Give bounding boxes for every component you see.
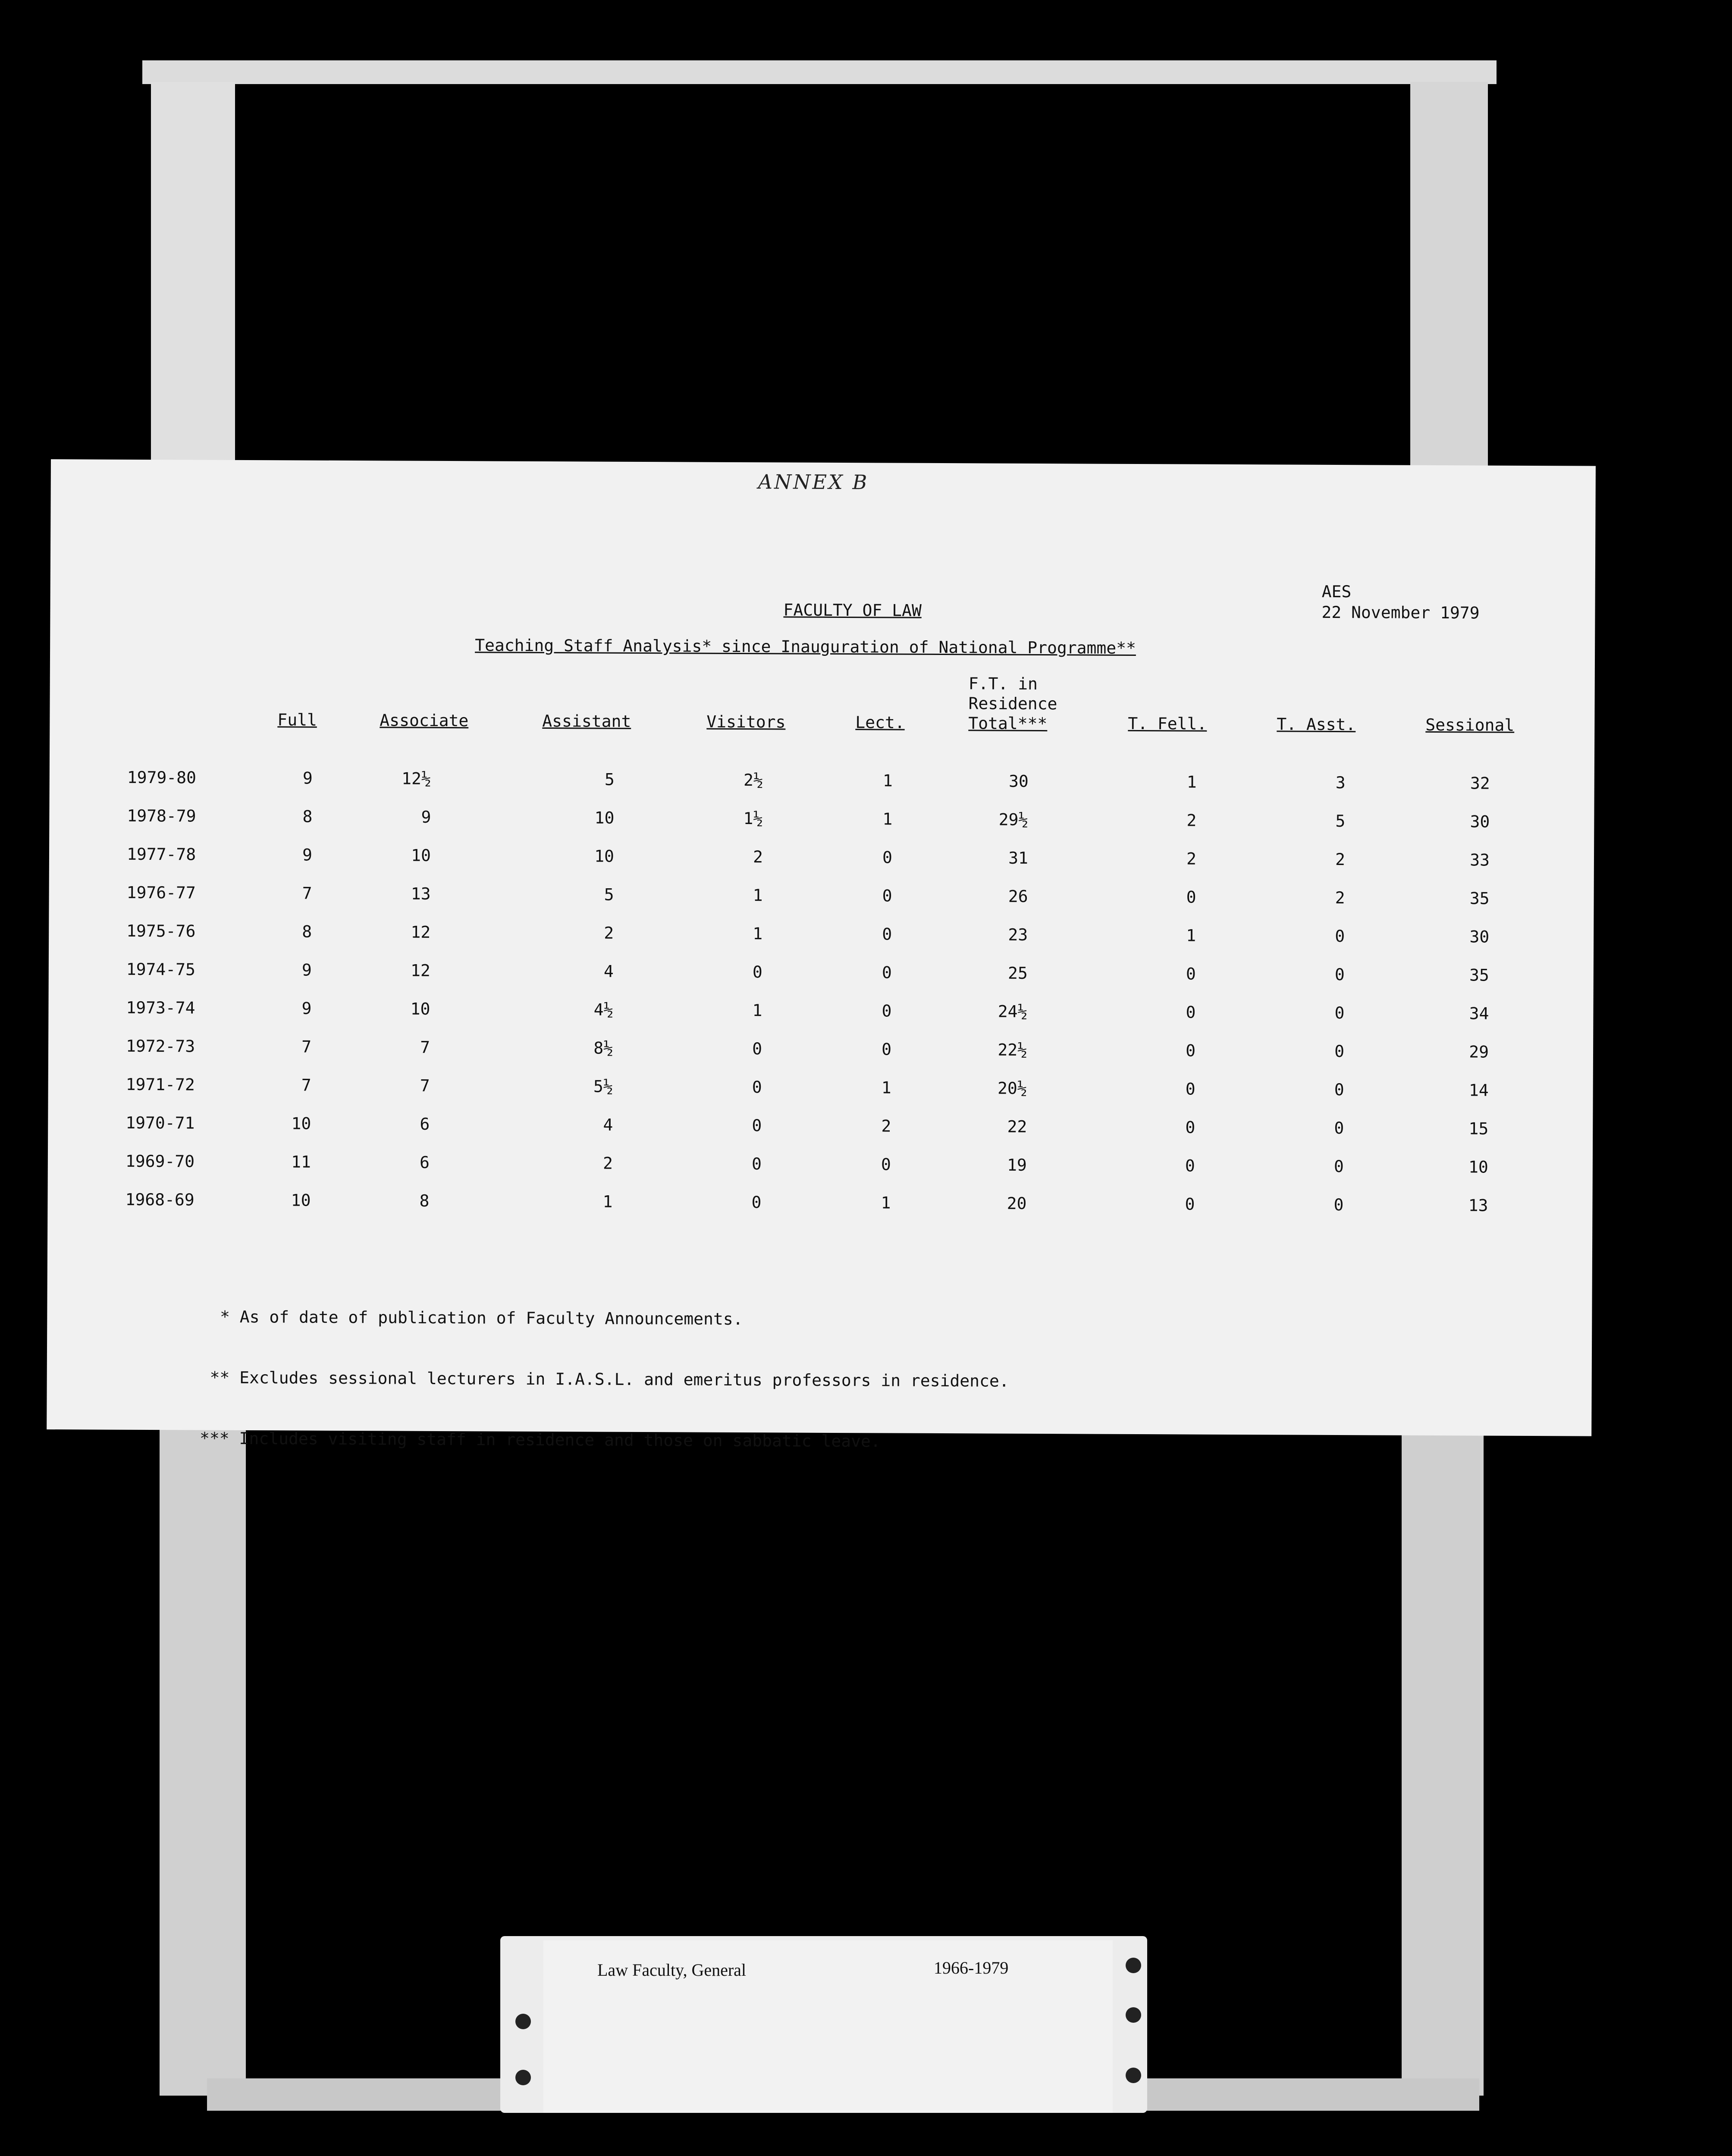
table-cell: 1 [752, 1001, 762, 1020]
table-cell: 1½ [743, 809, 763, 828]
table-cell: 10 [291, 1191, 311, 1210]
table-cell: 0 [751, 1193, 762, 1212]
column-header: F.T. in Residence Total*** [968, 674, 1057, 733]
table-cell: 0 [882, 848, 893, 867]
table-cell: 8 [302, 922, 312, 941]
table-cell: 29 [1469, 1042, 1489, 1062]
row-year: 1974-75 [126, 959, 196, 979]
table-cell: 1 [1186, 772, 1197, 792]
table-cell: 1 [882, 771, 893, 790]
table-cell: 10 [594, 808, 615, 827]
footnotes [200, 1266, 1010, 1493]
document-page [47, 459, 1596, 1451]
table-cell: 0 [1335, 927, 1345, 946]
table-cell: 35 [1469, 889, 1490, 908]
table-cell: 10 [1468, 1157, 1488, 1177]
table-cell: 26 [1008, 887, 1028, 906]
table-cell: 0 [1334, 1118, 1344, 1138]
row-year: 1973-74 [126, 998, 195, 1018]
punch-hole-icon [1126, 2068, 1141, 2083]
table-cell: 0 [1186, 1003, 1196, 1022]
table-cell: 31 [1008, 848, 1029, 868]
punch-hole-icon [1126, 2007, 1141, 2023]
table-cell: 30 [1470, 812, 1490, 831]
table-cell: 2 [1186, 849, 1197, 868]
table-cell: 0 [752, 1116, 762, 1135]
table-cell: 30 [1469, 927, 1490, 946]
holder-frame-right-upper [1410, 82, 1488, 470]
footnote: * As of date of publication of Faculty Announcements. [200, 1307, 743, 1329]
row-year: 1977-78 [126, 844, 196, 864]
table-cell: 20½ [997, 1078, 1027, 1098]
document-date: 22 November 1979 [1321, 602, 1480, 623]
table-cell: 0 [1334, 1080, 1344, 1100]
table-cell: 0 [881, 1155, 891, 1174]
table-cell: 2 [1335, 850, 1346, 869]
column-header: Visitors [706, 712, 786, 732]
punch-hole-icon [515, 2014, 531, 2029]
table-cell: 0 [1185, 1118, 1195, 1137]
table-cell: 9 [301, 999, 312, 1018]
table-cell: 0 [882, 1001, 892, 1021]
table-cell: 10 [410, 999, 430, 1018]
table-cell: 34 [1469, 1004, 1489, 1023]
table-cell: 2 [604, 923, 614, 943]
table-cell: 11 [291, 1152, 311, 1172]
table-cell: 0 [751, 1154, 762, 1174]
table-cell: 6 [420, 1114, 430, 1134]
table-cell: 0 [1186, 887, 1196, 907]
table-cell: 20 [1007, 1194, 1027, 1213]
table-cell: 22 [1007, 1117, 1027, 1136]
table-cell: 5 [604, 770, 615, 789]
table-cell: 6 [419, 1153, 430, 1172]
table-cell: 13 [411, 884, 431, 903]
row-year: 1971-72 [126, 1075, 195, 1094]
table-cell: 30 [1008, 771, 1029, 791]
table-cell: 33 [1470, 850, 1490, 870]
table-cell: 22½ [998, 1040, 1028, 1059]
table-cell: 0 [752, 1039, 762, 1059]
table-cell: 12½ [402, 769, 431, 788]
column-header: Assistant [542, 711, 631, 731]
table-cell: 0 [752, 1078, 762, 1097]
footnote: ** Excludes sessional lecturers in I.A.S.L. and emeritus professors in residence. [200, 1368, 1009, 1391]
table-cell: 0 [1185, 1079, 1195, 1099]
table-cell: 1 [881, 1193, 891, 1213]
punch-hole-icon [1126, 1958, 1141, 1973]
table-cell: 0 [1334, 1156, 1344, 1176]
row-year: 1979-80 [127, 768, 197, 787]
table-cell: 1 [882, 809, 893, 829]
table-cell: 1 [1186, 926, 1196, 945]
table-cell: 24½ [998, 1002, 1028, 1021]
column-header: T. Fell. [1128, 714, 1207, 733]
holder-frame-top [142, 60, 1497, 84]
table-cell: 1 [881, 1078, 891, 1097]
table-cell: 35 [1469, 965, 1489, 985]
table-cell: 0 [1334, 1041, 1345, 1061]
table-cell: 2 [1186, 811, 1197, 830]
row-year: 1978-79 [127, 806, 196, 826]
table-cell: 4 [603, 1115, 613, 1134]
row-year: 1969-70 [125, 1151, 195, 1171]
column-header: T. Asst. [1277, 714, 1356, 734]
row-year: 1975-76 [126, 921, 196, 941]
table-cell: 0 [1334, 1195, 1344, 1215]
staff-table [51, 459, 1596, 466]
table-cell: 0 [1186, 964, 1196, 984]
table-cell: 32 [1470, 774, 1490, 793]
table-cell: 9 [302, 768, 313, 788]
row-year: 1968-69 [125, 1190, 195, 1210]
table-cell: 10 [411, 846, 431, 865]
row-year: 1970-71 [126, 1113, 195, 1133]
table-cell: 12 [410, 961, 430, 980]
table-cell: 0 [882, 886, 892, 906]
column-header: Sessional [1425, 715, 1515, 735]
holder-frame-left-lower [160, 1423, 246, 2096]
table-cell: 1 [753, 924, 763, 943]
row-year: 1976-77 [126, 883, 196, 903]
page-subtitle: Teaching Staff Analysis* since Inauguration of National Programme** [475, 636, 1136, 658]
table-cell: 5 [1335, 812, 1346, 831]
table-cell: 7 [420, 1076, 430, 1095]
page-title: FACULTY OF LAW [783, 600, 922, 620]
table-cell: 0 [882, 1040, 892, 1059]
table-cell: 14 [1468, 1081, 1489, 1100]
column-header: Associate [380, 711, 469, 730]
table-cell: 8 [419, 1191, 430, 1210]
table-cell: 29½ [998, 810, 1029, 829]
table-cell: 2 [881, 1116, 891, 1136]
punch-hole-icon [515, 2070, 531, 2085]
label-subject: Law Faculty, General [597, 1960, 747, 1980]
holder-frame-right-lower [1402, 1423, 1484, 2096]
table-cell: 0 [1334, 965, 1345, 984]
table-cell: 2½ [743, 771, 763, 790]
table-cell: 0 [1185, 1194, 1195, 1214]
table-cell: 13 [1468, 1196, 1488, 1215]
table-cell: 2 [1335, 888, 1345, 908]
table-cell: 5 [604, 885, 614, 904]
table-cell: 9 [301, 960, 312, 980]
table-cell: 1 [753, 886, 763, 905]
footnote: *** Includes visiting staff in residence and those on sabbatic leave. [200, 1429, 881, 1451]
table-cell: 1 [602, 1192, 613, 1211]
table-cell: 4½ [593, 1000, 614, 1019]
handwritten-annotation: ANNEX B [758, 470, 869, 494]
row-year: 1972-73 [126, 1036, 195, 1056]
table-cell: 7 [301, 1037, 312, 1056]
table-cell: 25 [1007, 963, 1028, 983]
table-cell: 5½ [593, 1077, 613, 1096]
table-cell: 10 [291, 1114, 311, 1133]
table-cell: 0 [752, 962, 762, 982]
table-cell: 7 [302, 884, 312, 903]
table-cell: 0 [882, 963, 892, 982]
table-cell: 3 [1335, 773, 1346, 793]
table-cell: 9 [421, 807, 431, 827]
table-cell: 7 [301, 1075, 311, 1095]
table-cell: 0 [1185, 1156, 1195, 1175]
table-cell: 10 [594, 846, 615, 866]
table-cell: 8½ [593, 1038, 614, 1058]
table-cell: 9 [302, 845, 313, 865]
table-cell: 19 [1007, 1155, 1027, 1175]
column-header: Lect. [855, 713, 905, 732]
table-cell: 8 [302, 807, 313, 826]
column-header: Full [277, 710, 317, 730]
table-cell: 0 [1334, 1003, 1345, 1023]
table-cell: 2 [753, 847, 763, 867]
table-cell: 0 [882, 924, 892, 944]
table-cell: 4 [603, 962, 614, 981]
table-cell: 0 [1186, 1041, 1196, 1060]
table-cell: 12 [411, 922, 431, 942]
author-date-block [1321, 581, 1479, 624]
table-cell: 15 [1468, 1119, 1489, 1138]
label-years: 1966-1979 [934, 1958, 1009, 1977]
table-cell: 23 [1008, 925, 1028, 944]
table-cell: 2 [602, 1153, 613, 1173]
holder-frame-left-upper [151, 82, 235, 470]
table-cell: 7 [420, 1037, 430, 1057]
author-initials: AES [1321, 582, 1352, 602]
